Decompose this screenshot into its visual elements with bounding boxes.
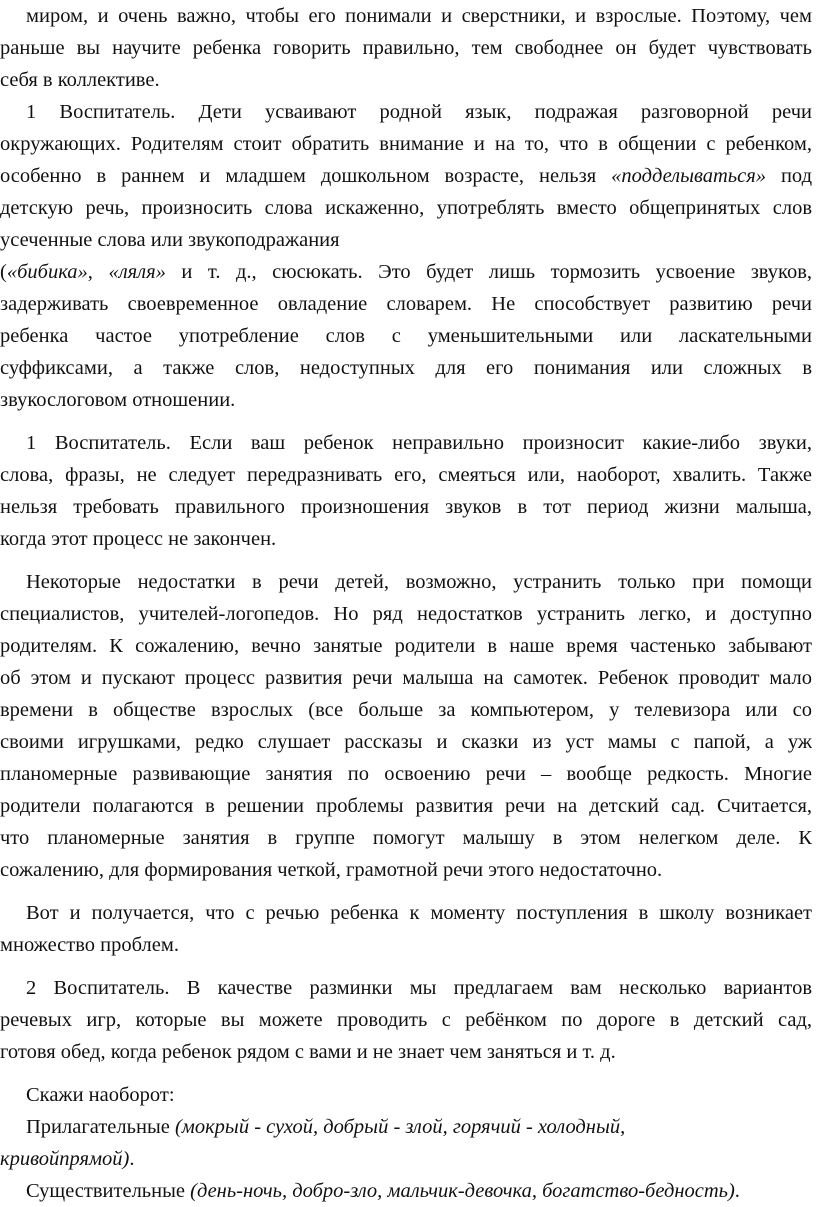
paragraph-6-line-2: речевых игр, которые вы можете проводить с ребёнком по дороге в детский сад, xyxy=(0,1009,812,1031)
paragraph-4-line-3: родителям. К сожалению, вечно занятые родители в наше время частенько забывают xyxy=(0,635,812,657)
paragraph-1-line-2: раньше вы научите ребенка говорить правильно, тем свободнее он будет чувствовать xyxy=(0,37,812,59)
paragraph-1-line-3: себя в коллективе. xyxy=(0,69,160,91)
paragraph-4-line-7: планомерные развивающие занятия по освоению речи – вообще редкость. Многие xyxy=(0,763,812,785)
adjectives-examples-1: (мокрый - сухой, добрый - злой, горячий - холодный, xyxy=(174,1116,626,1138)
comma: , xyxy=(87,261,93,283)
paragraph-6-line-1: 2 Воспитатель. В качестве разминки мы предлагаем вам несколько вариантов xyxy=(26,977,812,999)
paragraph-2-line-5: усеченные слова или звукоподражания xyxy=(0,229,340,251)
paragraph-4-line-8: родители полагаются в решении проблемы развития речи на детский сад. Считается, xyxy=(0,795,812,817)
paragraph-2-line-6-c: и т. д., сюсюкать. Это будет лишь тормозить усвоение звуков, xyxy=(181,261,812,283)
paragraph-2-line-9: суффиксами, а также слов, недоступных для его понимания или сложных в xyxy=(0,357,812,379)
nouns-examples: (день-ночь, добро-зло, мальчик-девочка, богатство-бедность) xyxy=(190,1180,735,1202)
paragraph-6-line-3: готовя обед, когда ребенок рядом с вами и не знает чем заняться и т. д. xyxy=(0,1041,616,1063)
paragraph-2-line-7: задерживать своевременное овладение словарем. Не способствует развитию речи xyxy=(0,293,812,315)
paragraph-4-line-9: что планомерные занятия в группе помогут малышу в этом нелегком деле. К xyxy=(0,827,812,849)
adjectives-line xyxy=(0,1111,812,1143)
quote-bibika: «бибика» xyxy=(6,261,88,283)
paragraph-4-line-10: сожалению, для формирования четкой, грамотной речи этого недостаточно. xyxy=(0,859,663,881)
adjectives-end: . xyxy=(129,1148,135,1170)
adjectives-line-2 xyxy=(0,1143,812,1175)
paragraph-5-line-1: Вот и получается, что с речью ребенка к моменту поступления в школу возникает xyxy=(26,902,812,924)
paragraph-2-line-3-c: под xyxy=(780,165,812,187)
paragraph-2-line-8: ребенка частое употребление слов с уменьшительными или ласкательными xyxy=(0,325,812,347)
paragraph-4-line-1: Некоторые недостатки в речи детей, возможно, устранить только при помощи xyxy=(26,571,812,593)
paragraph-4-line-2: специалистов, учителей-логопедов. Но ряд недостатков устранить легко, и доступно xyxy=(0,603,812,625)
quote-poddelyvatsya: «подделываться» xyxy=(611,165,766,187)
paragraph-3-line-2: слова, фразы, не следует передразнивать его, смеяться или, наоборот, хвалить. Также xyxy=(0,464,812,486)
paragraph-3-line-1: 1 Воспитатель. Если ваш ребенок неправильно произносит какие-либо звуки, xyxy=(26,432,812,454)
paragraph-1-line-1: миром, и очень важно, чтобы его понимали и сверстники, и взрослые. Поэтому, чем xyxy=(26,5,812,27)
nouns-line xyxy=(0,1175,812,1207)
nouns-label: Существительные xyxy=(26,1180,185,1202)
adjectives-label: Прилагательные xyxy=(26,1116,170,1138)
paragraph-2-line-3-a: особенно в раннем и младшем дошкольном возрасте, нельзя xyxy=(0,165,597,187)
game-title: Скажи наоборот: xyxy=(26,1084,175,1106)
paragraph-2-line-6 xyxy=(0,256,812,288)
paragraph-5-line-2: множество проблем. xyxy=(0,934,179,956)
paragraph-4-line-5: времени в обществе взрослых (все больше за компьютером, у телевизора или со xyxy=(0,699,812,721)
paragraph-4-line-4: об этом и пускают процесс развития речи малыша на самотек. Ребенок проводит мало xyxy=(0,667,812,689)
paragraph-2-line-3 xyxy=(0,160,812,192)
paragraph-2-line-4: детскую речь, произносить слова искаженно, употреблять вместо общепринятых слов xyxy=(0,197,812,219)
paragraph-2-line-1: 1 Воспитатель. Дети усваивают родной язык, подражая разговорной речи xyxy=(26,101,812,123)
quote-lyalya: «ляля» xyxy=(108,261,166,283)
paragraph-2-line-10: звукослоговом отношении. xyxy=(0,389,236,411)
paragraph-3-line-3: нельзя требовать правильного произношения звуков в тот период жизни малыша, xyxy=(0,496,812,518)
nouns-end: . xyxy=(734,1180,740,1202)
paragraph-3-line-4: когда этот процесс не закончен. xyxy=(0,528,277,550)
paragraph-2-line-2: окружающих. Родителям стоит обратить внимание и на то, что в общении с ребенком, xyxy=(0,133,812,155)
paragraph-4-line-6: своими игрушками, редко слушает рассказы и сказки из уст мамы с папой, а уж xyxy=(0,731,812,753)
paren-open: ( xyxy=(0,261,7,283)
adjectives-examples-2: кривойпрямой) xyxy=(0,1148,130,1170)
